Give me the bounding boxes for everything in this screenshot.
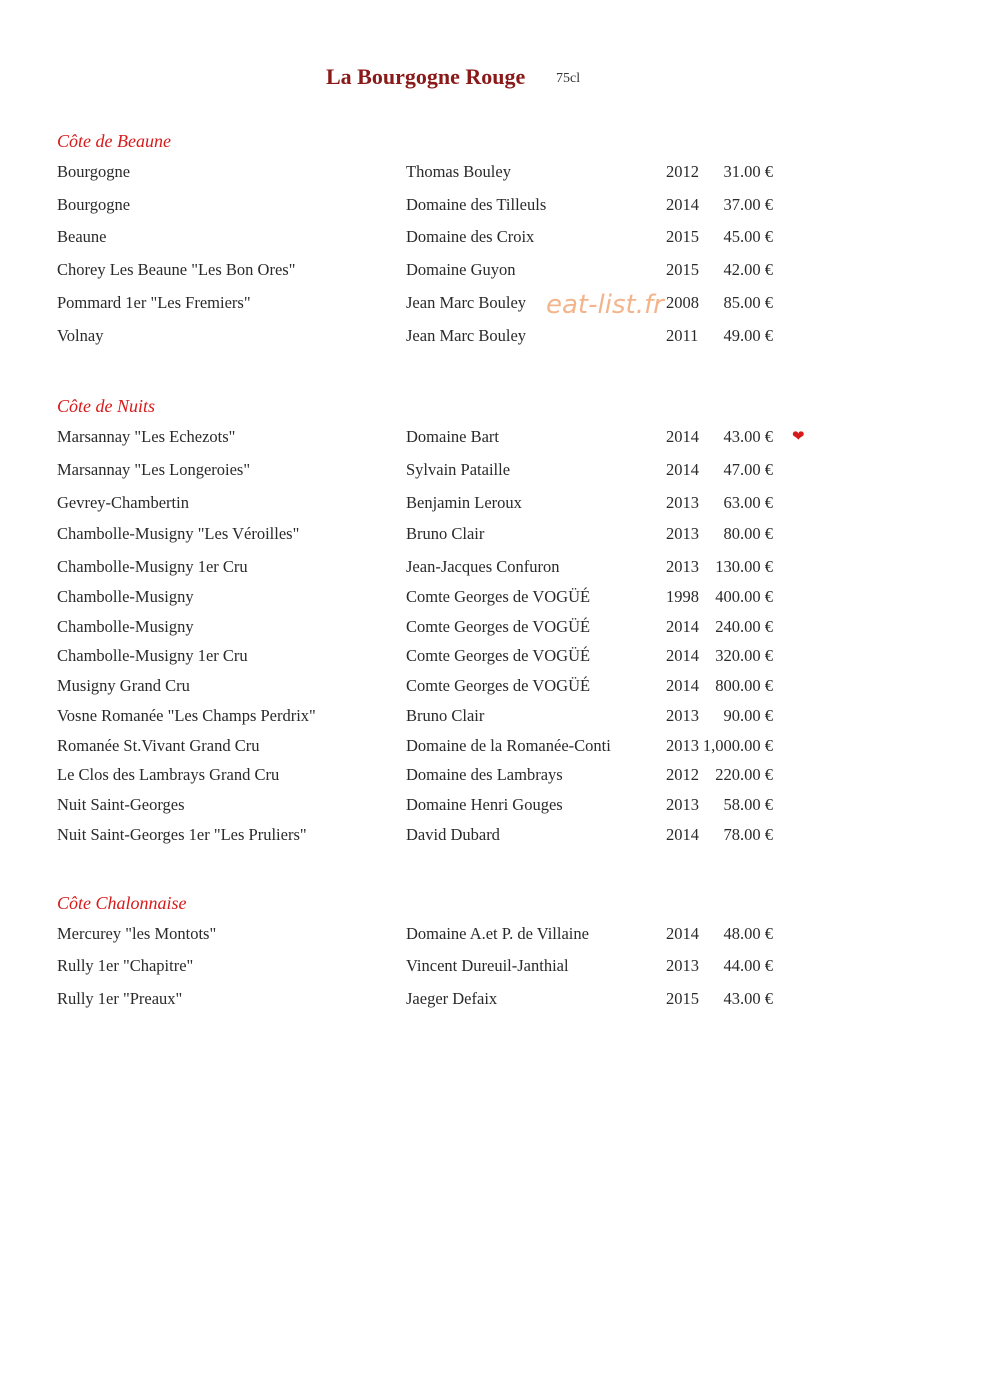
wine-row [0, 460, 989, 482]
wine-year: 2014 [666, 825, 699, 844]
wine-price: 43.00 € [723, 427, 773, 446]
wine-name: Chambolle-Musigny [57, 617, 194, 636]
wine-year: 2013 [666, 557, 699, 576]
wine-name: Romanée St.Vivant Grand Cru [57, 736, 260, 755]
wine-row [0, 646, 989, 668]
wine-year: 2014 [666, 427, 699, 446]
wine-name: Marsannay "Les Echezots" [57, 427, 236, 446]
wine-name: Chambolle-Musigny "Les Véroilles" [57, 524, 300, 543]
wine-producer: Bruno Clair [406, 524, 485, 543]
wine-producer: Sylvain Pataille [406, 460, 511, 479]
wine-price: 43.00 € [723, 989, 773, 1008]
wine-name: Beaune [57, 227, 107, 246]
section-title: Côte Chalonnaise [57, 893, 187, 913]
wine-price: 58.00 € [723, 795, 773, 814]
wine-row [0, 524, 989, 546]
wine-row [0, 293, 989, 315]
wine-name: Musigny Grand Cru [57, 676, 190, 695]
wine-row [0, 989, 989, 1011]
wine-name: Mercurey "les Montots" [57, 924, 217, 943]
wine-producer: Jean Marc Bouley [406, 293, 527, 312]
heart-icon: ❤ [792, 429, 805, 445]
wine-producer: Domaine des Croix [406, 227, 535, 246]
wine-name: Chambolle-Musigny [57, 587, 194, 606]
wine-row [0, 676, 989, 698]
wine-price: 1,000.00 € [702, 736, 773, 755]
wine-name: Vosne Romanée "Les Champs Perdrix" [57, 706, 316, 725]
wine-year: 2014 [666, 646, 699, 665]
wine-row [0, 326, 989, 348]
wine-price: 45.00 € [723, 227, 773, 246]
wine-year: 2014 [666, 924, 699, 943]
section-title: Côte de Beaune [57, 131, 171, 151]
wine-price: 63.00 € [723, 493, 773, 512]
wine-name: Rully 1er "Chapitre" [57, 956, 194, 975]
wine-year: 2014 [666, 676, 699, 695]
wine-name: Bourgogne [57, 162, 131, 181]
wine-price: 44.00 € [723, 956, 773, 975]
wine-row [0, 706, 989, 728]
wine-producer: Comte Georges de VOGÜÉ [406, 617, 591, 636]
wine-price: 400.00 € [715, 587, 773, 606]
wine-row [0, 493, 989, 515]
wine-year: 2015 [666, 260, 699, 279]
wine-producer: Domaine Guyon [406, 260, 516, 279]
wine-name: Nuit Saint-Georges [57, 795, 185, 814]
wine-name: Pommard 1er "Les Fremiers" [57, 293, 251, 312]
wine-producer: Domaine A.et P. de Villaine [406, 924, 589, 943]
wine-producer: Jaeger Defaix [406, 989, 498, 1008]
wine-price: 49.00 € [723, 326, 773, 345]
wine-price: 31.00 € [723, 162, 773, 181]
wine-row [0, 956, 989, 978]
wine-year: 2014 [666, 195, 699, 214]
wine-row [0, 795, 989, 817]
wine-price: 42.00 € [723, 260, 773, 279]
wine-price: 48.00 € [723, 924, 773, 943]
wine-name: Chambolle-Musigny 1er Cru [57, 557, 248, 576]
wine-price: 240.00 € [715, 617, 773, 636]
wine-year: 2013 [666, 956, 699, 975]
wine-name: Volnay [57, 326, 104, 345]
wine-producer: Benjamin Leroux [406, 493, 522, 512]
wine-price: 320.00 € [715, 646, 773, 665]
wine-row [0, 427, 989, 449]
wine-year: 2013 [666, 493, 699, 512]
wine-price: 220.00 € [715, 765, 773, 784]
wine-year: 2008 [666, 293, 699, 312]
wine-year: 2013 [666, 736, 699, 755]
wine-year: 2013 [666, 706, 699, 725]
wine-price: 90.00 € [723, 706, 773, 725]
volume-label: 75cl [556, 71, 581, 86]
wine-producer: David Dubard [406, 825, 500, 844]
wine-row [0, 765, 989, 787]
wine-price: 130.00 € [715, 557, 773, 576]
wine-name: Gevrey-Chambertin [57, 493, 189, 512]
wine-year: 2013 [666, 795, 699, 814]
wine-year: 2014 [666, 617, 699, 636]
wine-row [0, 195, 989, 217]
wine-row [0, 736, 989, 758]
wine-producer: Thomas Bouley [406, 162, 511, 181]
wine-year: 1998 [666, 587, 699, 606]
wine-price: 80.00 € [723, 524, 773, 543]
wine-name: Chambolle-Musigny 1er Cru [57, 646, 248, 665]
wine-name: Bourgogne [57, 195, 131, 214]
wine-producer: Domaine Bart [406, 427, 500, 446]
wine-row [0, 587, 989, 609]
wine-producer: Domaine de la Romanée-Conti [406, 736, 611, 755]
watermark: eat-list.fr [546, 290, 664, 320]
wine-row [0, 162, 989, 184]
wine-price: 47.00 € [723, 460, 773, 479]
wine-name: Chorey Les Beaune "Les Bon Ores" [57, 260, 296, 279]
wine-year: 2015 [666, 989, 699, 1008]
wine-year: 2013 [666, 524, 699, 543]
wine-row [0, 924, 989, 946]
wine-name: Rully 1er "Preaux" [57, 989, 183, 1008]
wine-name: Nuit Saint-Georges 1er "Les Pruliers" [57, 825, 307, 844]
wine-row [0, 260, 989, 282]
wine-price: 800.00 € [715, 676, 773, 695]
wine-name: Le Clos des Lambrays Grand Cru [57, 765, 280, 784]
wine-year: 2011 [666, 326, 699, 345]
wine-name: Marsannay "Les Longeroies" [57, 460, 251, 479]
wine-producer: Comte Georges de VOGÜÉ [406, 646, 591, 665]
page-title: La Bourgogne Rouge [326, 64, 526, 89]
wine-year: 2012 [666, 765, 699, 784]
wine-producer: Comte Georges de VOGÜÉ [406, 676, 591, 695]
wine-price: 37.00 € [723, 195, 773, 214]
wine-producer: Domaine des Tilleuls [406, 195, 547, 214]
wine-row [0, 557, 989, 579]
wine-price: 85.00 € [723, 293, 773, 312]
wine-producer: Comte Georges de VOGÜÉ [406, 587, 591, 606]
wine-year: 2012 [666, 162, 699, 181]
wine-price: 78.00 € [723, 825, 773, 844]
wine-producer: Jean Marc Bouley [406, 326, 527, 345]
wine-row [0, 227, 989, 249]
wine-producer: Bruno Clair [406, 706, 485, 725]
wine-year: 2015 [666, 227, 699, 246]
wine-producer: Jean-Jacques Confuron [406, 557, 560, 576]
wine-producer: Vincent Dureuil-Janthial [406, 956, 569, 975]
wine-producer: Domaine des Lambrays [406, 765, 563, 784]
section-title: Côte de Nuits [57, 396, 155, 416]
wine-row [0, 617, 989, 639]
wine-year: 2014 [666, 460, 699, 479]
wine-producer: Domaine Henri Gouges [406, 795, 563, 814]
wine-row [0, 825, 989, 847]
